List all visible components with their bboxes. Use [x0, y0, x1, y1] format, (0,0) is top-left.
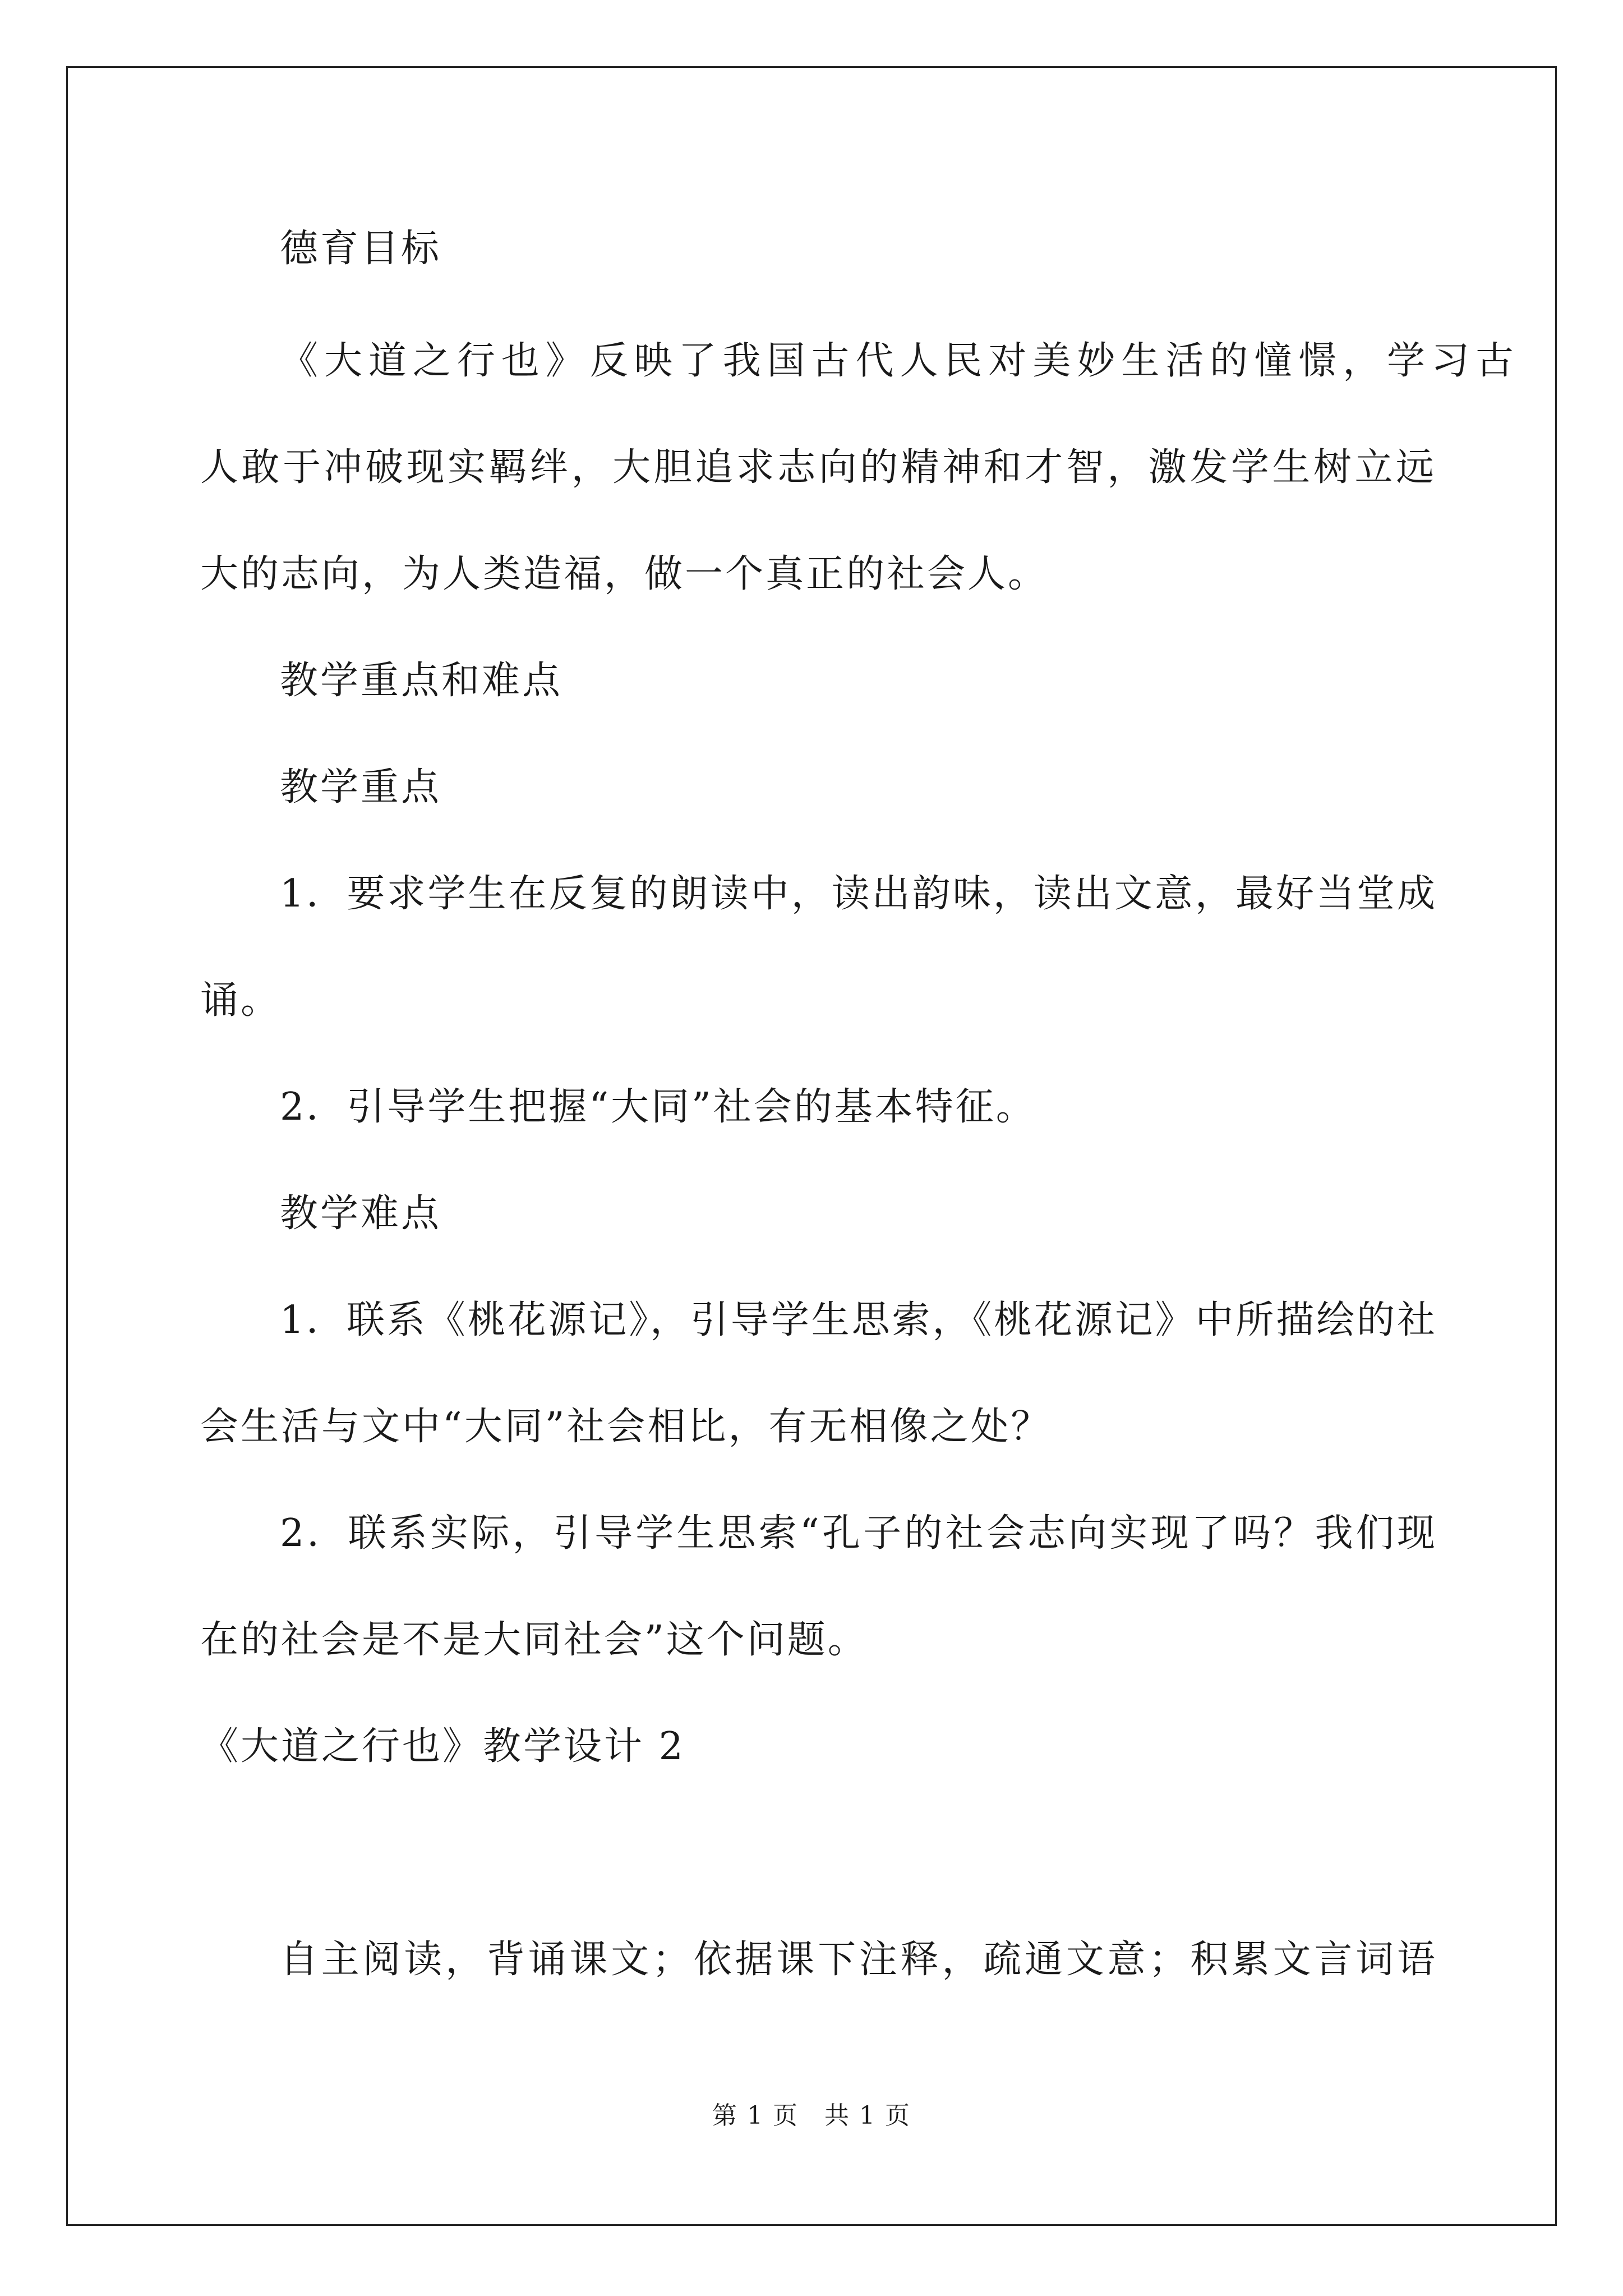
paragraph-line: 人敢于冲破现实羁绊，大胆追求志向的精神和才智，激发学生树立远: [200, 445, 1434, 490]
heading-difficult-points: 教学难点: [280, 1191, 442, 1236]
page-footer: 第 1 页 共 1 页: [712, 2101, 911, 2130]
heading-key-points: 教学重点: [280, 765, 442, 809]
paragraph-line: 《大道之行也》反映了我国古代人民对美妙生活的憧憬，学习古: [280, 339, 1514, 383]
paragraph-line: 1．要求学生在反复的朗读中，读出韵味，读出文意，最好当堂成: [280, 872, 1435, 916]
paragraph-line: 1．联系《桃花源记》，引导学生思索，《桃花源记》中所描绘的社: [280, 1298, 1435, 1342]
paragraph-line: 大的志向，为人类造福，做一个真正的社会人。: [200, 552, 1049, 596]
paragraph-line: 2．联系实际，引导学生思索“孔子的社会志向实现了吗？我们现: [280, 1511, 1435, 1556]
paragraph-line: 自主阅读，背诵课文；依据课下注释，疏通文意；积累文言词语: [280, 1938, 1435, 1982]
paragraph-line: 2．引导学生把握“大同”社会的基本特征。: [280, 1085, 1036, 1129]
heading-moral-goal: 德育目标: [280, 227, 442, 271]
heading-key-difficult-points: 教学重点和难点: [280, 659, 563, 703]
paragraph-line: 会生活与文中“大同”社会相比，有无相像之处？: [200, 1405, 1052, 1449]
section-title: 《大道之行也》教学设计 2: [200, 1724, 685, 1769]
paragraph-line: 在的社会是不是大同社会”这个问题。: [200, 1618, 868, 1662]
page-border: [66, 66, 1557, 2226]
paragraph-line: 诵。: [200, 978, 282, 1023]
